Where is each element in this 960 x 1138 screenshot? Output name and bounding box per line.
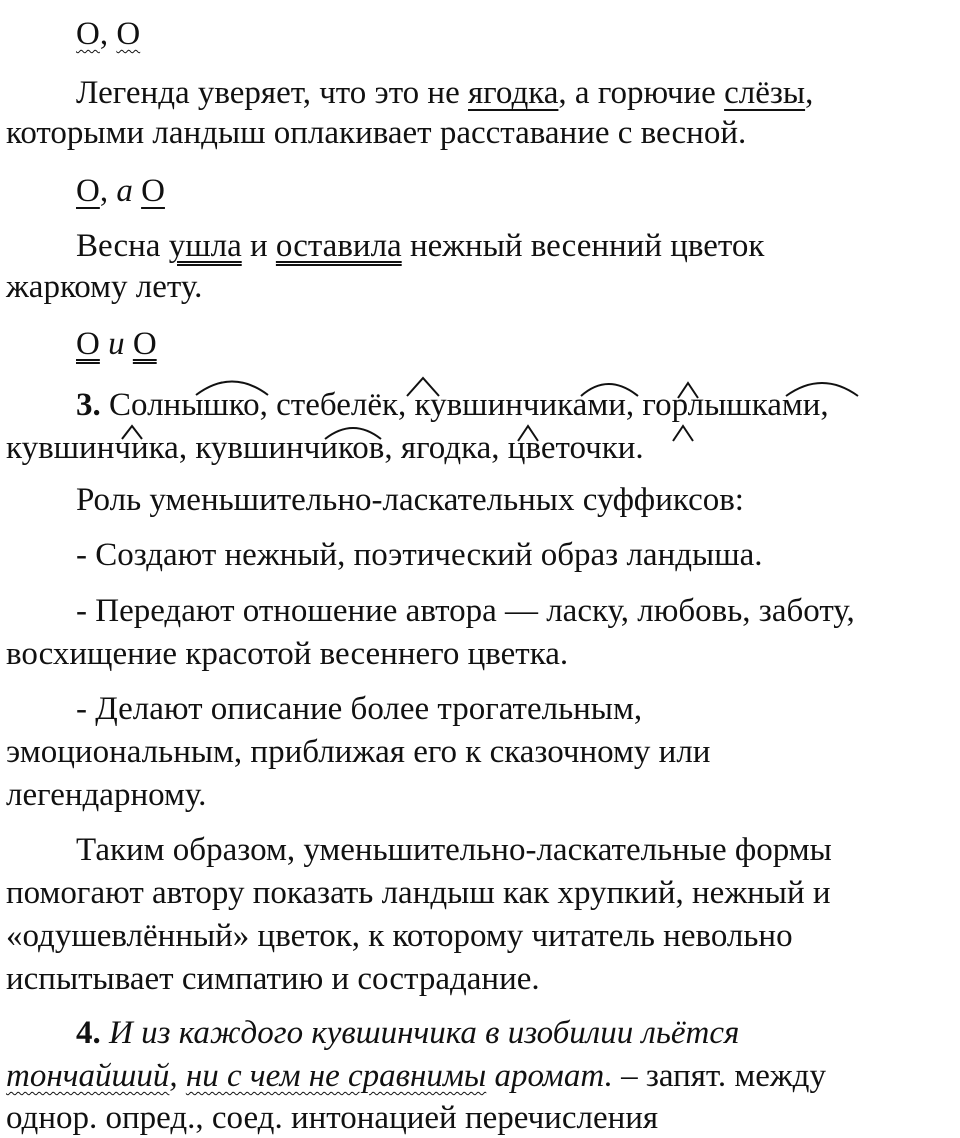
task-4-line-1 — [76, 1013, 739, 1053]
scheme-conjunction: а — [116, 173, 133, 209]
role-item-3-line-1: - Делают описание более трогательным, — [76, 691, 643, 727]
scheme-member-1: О — [76, 173, 100, 209]
task-4-line-3: однор. опред., соед. интонацией перечисления — [6, 1100, 659, 1136]
text-fragment: Легенда уверяет, что это не — [76, 75, 468, 111]
conclusion-line-2: помогают автору показать ландыш как хрупкий, нежный и — [6, 875, 831, 911]
scheme-member-1: О — [76, 16, 100, 52]
task-3-line-1 — [76, 385, 829, 425]
sentence-1-line-1 — [76, 73, 813, 113]
text-fragment: , — [169, 1058, 186, 1094]
text-fragment: Весна — [76, 228, 169, 264]
role-heading: Роль уменьшительно-ласкательных суффиксов: — [76, 482, 744, 518]
scheme-member-1: О — [76, 326, 100, 362]
predicate-word: ушла — [168, 228, 242, 264]
subject-word: слёзы — [724, 75, 806, 111]
sentence-2-line-1 — [76, 226, 764, 266]
task-3-line-2: кувшинчика, кувшинчиков, ягодка, цветочки. — [6, 430, 644, 466]
scheme-line-1 — [76, 14, 140, 54]
text-fragment: нежный весенний цветок — [401, 228, 765, 264]
scheme-conjunction: и — [108, 326, 125, 362]
sentence-1-line-2: которыми ландыш оплакивает расставание с весной. — [6, 115, 747, 151]
task-4-line-2 — [6, 1056, 826, 1096]
text-fragment: , — [805, 75, 814, 111]
subject-word: ягодка — [468, 75, 559, 111]
scheme-member-2: О — [132, 326, 157, 362]
text-fragment: и — [241, 228, 276, 264]
task-number: 3. — [76, 387, 101, 423]
scheme-separator: , — [99, 173, 117, 209]
scheme-separator: , — [99, 16, 117, 52]
attribute-word: тончайший — [6, 1058, 170, 1094]
subject-word: аромат. — [486, 1058, 613, 1094]
conclusion-line-4: испытывает симпатию и сострадание. — [6, 961, 540, 997]
conclusion-line-3: «одушевлённый» цветок, к которому читатель невольно — [6, 918, 793, 954]
task-3-words: Солнышко, стебелёк, кувшинчиками, горлышками, — [109, 387, 829, 423]
scheme-line-3 — [76, 324, 157, 364]
task-number: 4. — [76, 1015, 101, 1051]
scheme-member-2: О — [116, 16, 141, 52]
attribute-phrase: ни с чем не сравнимы — [185, 1058, 487, 1094]
role-item-1: - Создают нежный, поэтический образ ландыша. — [76, 537, 763, 573]
role-item-3-line-2: эмоциональным, приближая его к сказочному или — [6, 734, 711, 770]
role-item-2-line-1: - Передают отношение автора — ласку, любовь, заботу, — [76, 593, 855, 629]
role-item-3-line-3: легендарному. — [6, 777, 207, 813]
text-fragment: , а горючие — [558, 75, 725, 111]
suffix-caret-mark — [673, 426, 693, 441]
conclusion-line-1: Таким образом, уменьшительно-ласкательные формы — [76, 832, 832, 868]
scheme-line-2 — [76, 171, 165, 211]
scheme-member-2: О — [141, 173, 165, 209]
predicate-word: оставила — [275, 228, 402, 264]
task-4-sentence: И из каждого кувшинчика в изобилии льётся — [109, 1015, 740, 1051]
sentence-2-line-2: жаркому лету. — [6, 269, 203, 305]
role-item-2-line-2: восхищение красотой весеннего цветка. — [6, 636, 569, 672]
task-4-comment: – запят. между — [612, 1058, 826, 1094]
